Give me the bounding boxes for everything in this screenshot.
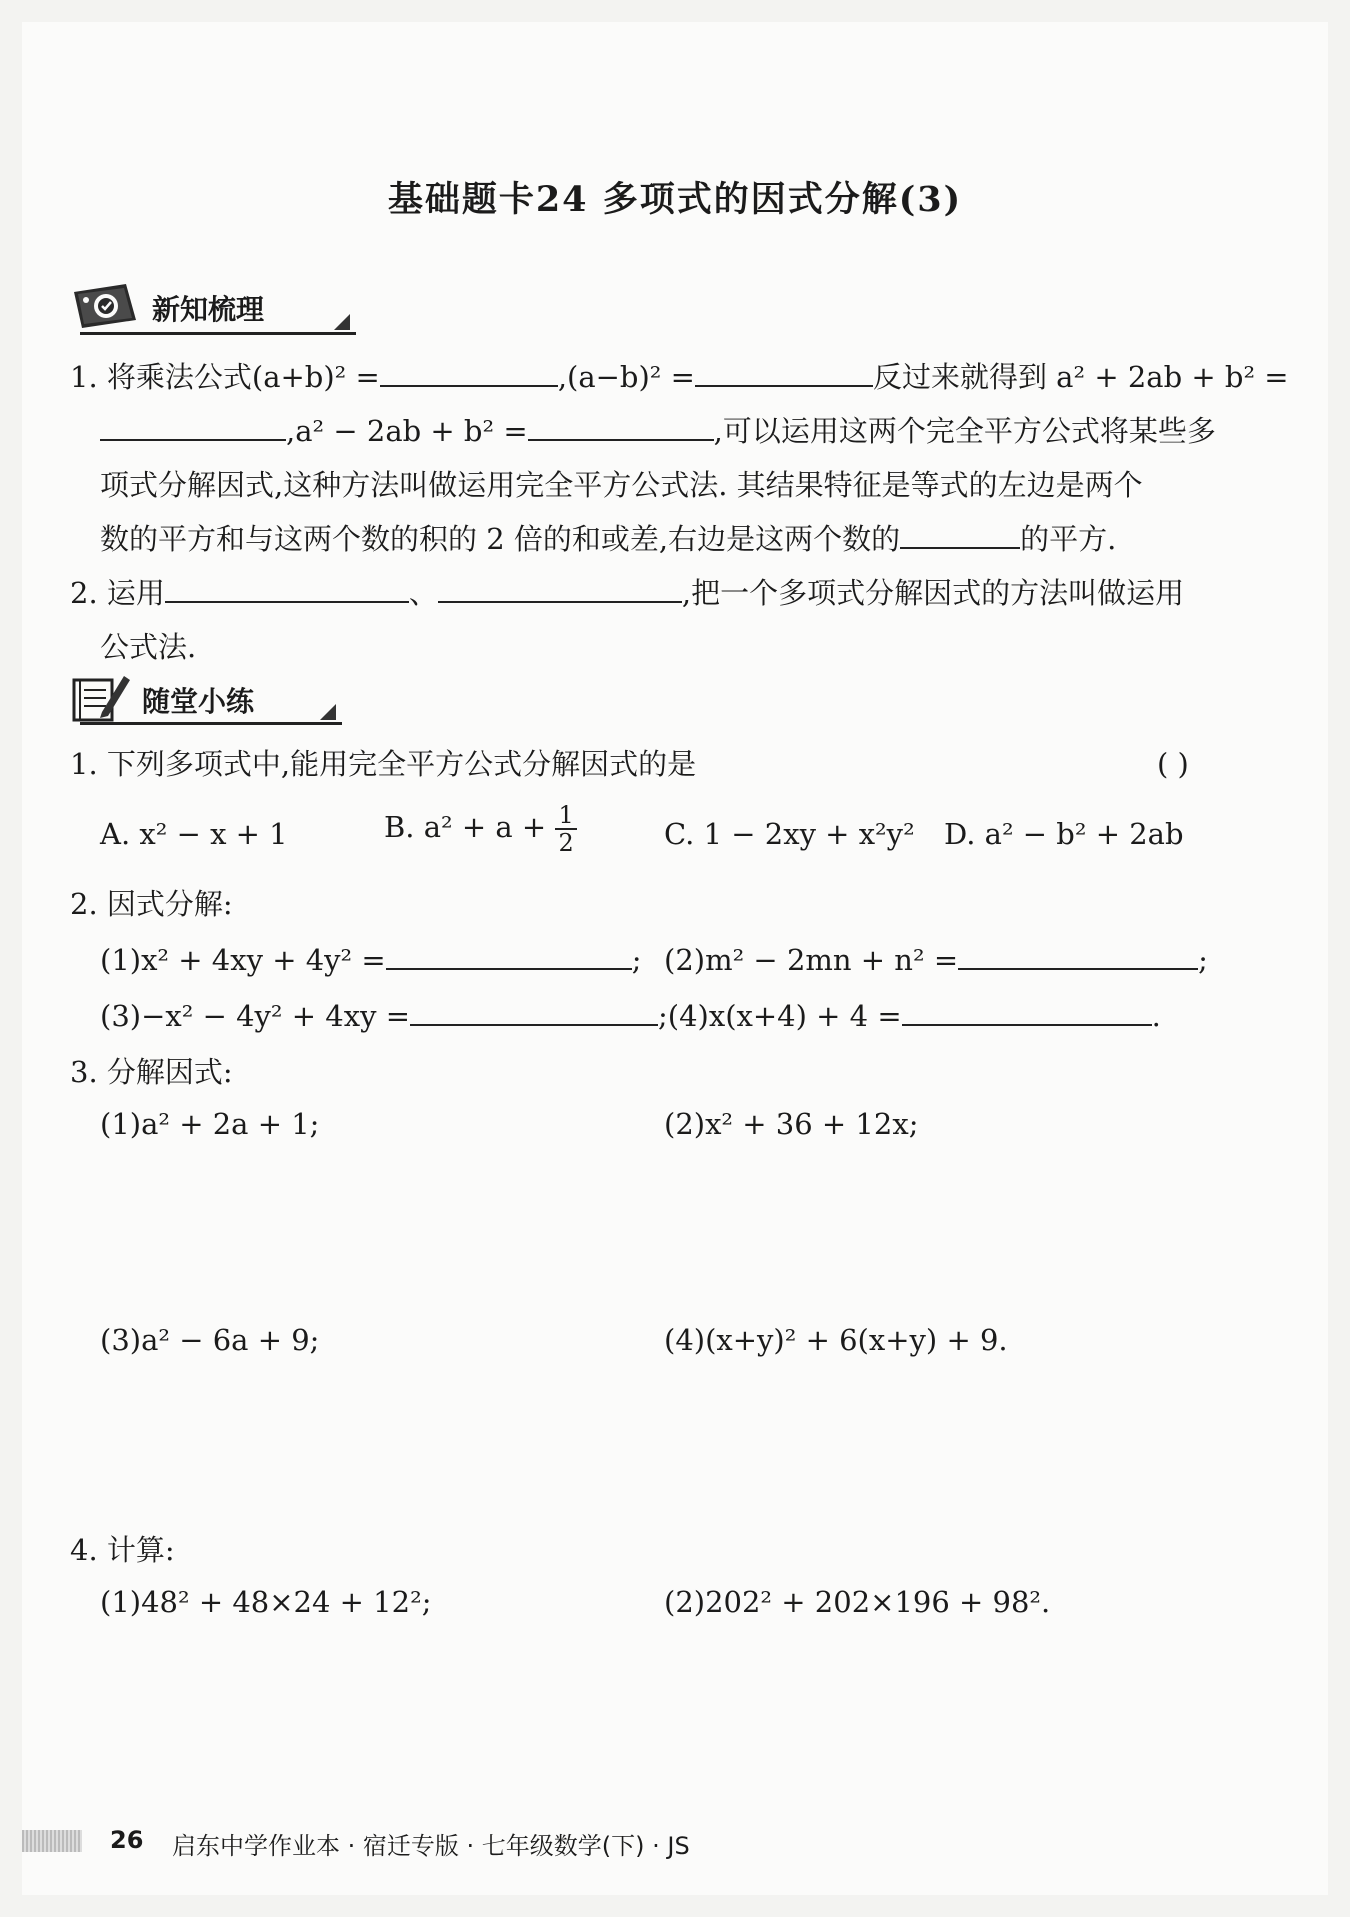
s2-q3-4: (4)(x+y)² + 6(x+y) + 9. [664,1323,1008,1357]
s2-q3-1: (1)a² + 2a + 1; [100,1107,320,1141]
book-title: 启东中学作业本 · 宿迁专版 · 七年级数学(下) · JS [172,1832,690,1860]
footer-bar [22,1830,82,1852]
option-a: A. x² − x + 1 [100,817,288,851]
s1-q2-line1: 2. 运用 、 ,把一个多项式分解因式的方法叫做运用 [70,576,1185,610]
s2-q3-3: (3)a² − 6a + 9; [100,1323,320,1357]
option-c: C. 1 − 2xy + x²y² [664,817,915,851]
page-number: 26 [110,1826,144,1854]
answer-paren: ( ) [1157,747,1189,781]
s2-q3-2: (2)x² + 36 + 12x; [664,1107,919,1141]
s2-q2-row2-left: (3)−x² − 4y² + 4xy = ;(4)x(x+4) + 4 = . [100,999,1161,1033]
s1-q1-line4: 数的平方和与这两个数的积的 2 倍的和或差,右边是这两个数的 的平方. [100,522,1117,556]
s2-q3-stem: 3. 分解因式: [70,1055,233,1089]
fraction: $\frac{1}{2}$ [555,802,576,856]
worksheet-page [22,22,1328,1895]
option-d: D. a² − b² + 2ab [944,817,1184,851]
s2-q2-row1-right: (2)m² − 2mn + n² = ; [664,943,1208,977]
section-title: 随堂小练 [142,685,255,718]
s1-q1-line1: 1. 将乘法公式(a+b)² = ,(a−b)² = 反过来就得到 a² + 2ab + b² = [70,360,1289,394]
s1-q1-line2: ,a² − 2ab + b² = ,可以运用这两个完全平方公式将某些多 [100,411,1216,451]
s2-q4-1: (1)48² + 48×24 + 12²; [100,1585,432,1619]
s2-q1-stem: 1. 下列多项式中,能用完全平方公式分解因式的是 [70,747,697,781]
section-title: 新知梳理 [152,293,265,326]
camera-badge-icon [66,280,156,332]
option-b: B. a² + a + $\frac{1}{2}$ [384,802,577,856]
s2-q4-stem: 4. 计算: [70,1533,175,1567]
s1-q2-line2: 公式法. [100,630,197,664]
s2-q2-stem: 2. 因式分解: [70,887,233,921]
s2-q2-row1-left: (1)x² + 4xy + 4y² = ; [100,943,642,977]
s1-q1-line3: 项式分解因式,这种方法叫做运用完全平方公式法. 其结果特征是等式的左边是两个 [100,468,1143,502]
s2-q4-2: (2)202² + 202×196 + 98². [664,1585,1051,1619]
page-title: 基础题卡24 多项式的因式分解(3) [387,179,963,220]
notebook-pen-icon [66,672,146,724]
